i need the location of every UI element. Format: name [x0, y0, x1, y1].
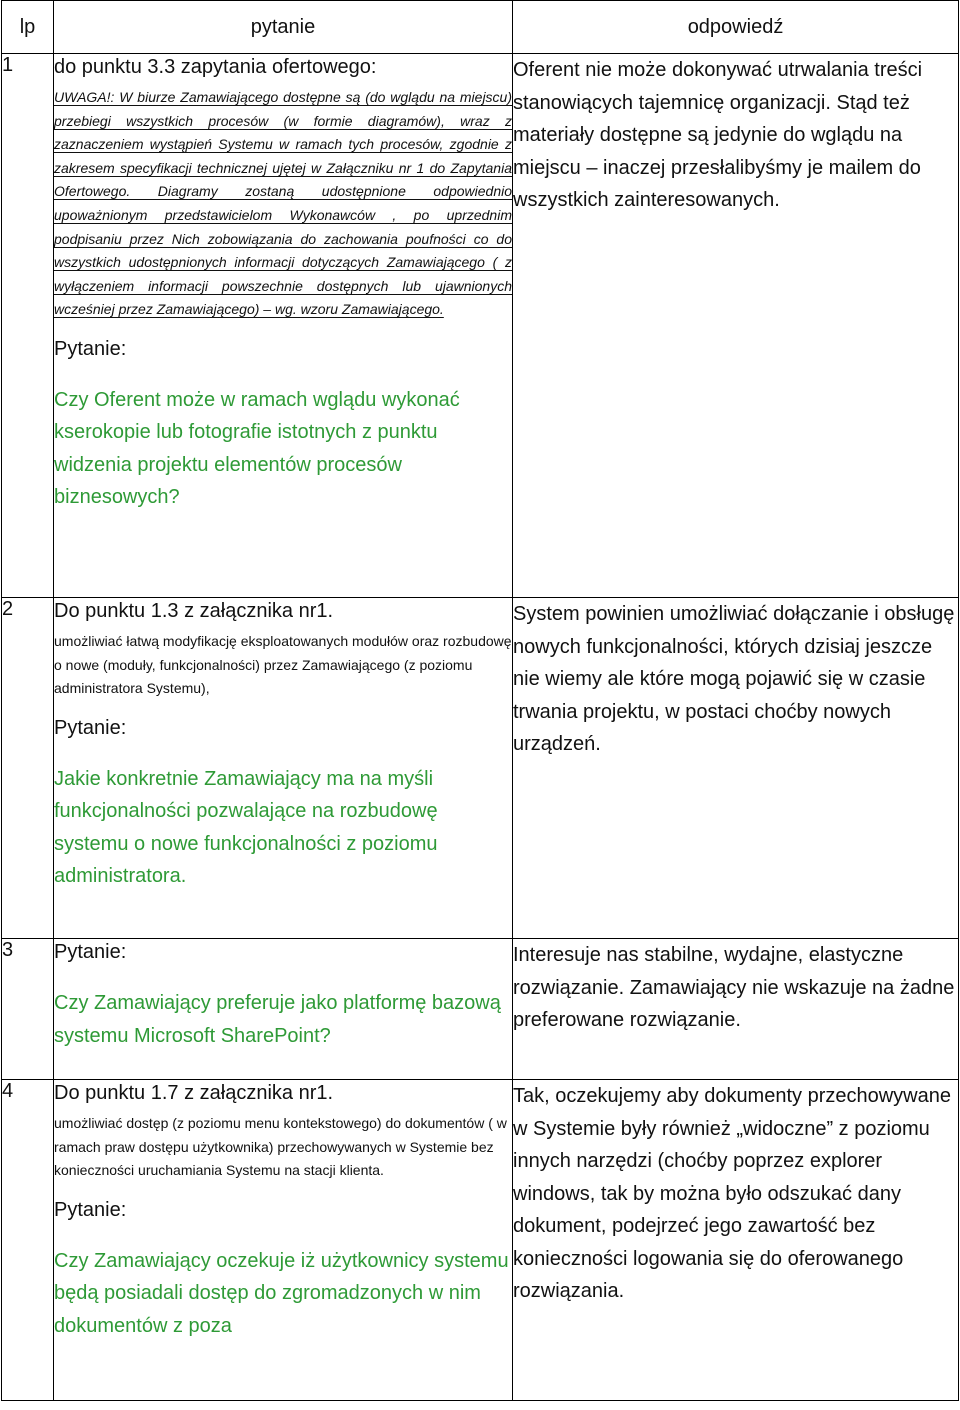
quoted-requirement: umożliwiać dostęp (z poziomu menu kontekstowego) do dokumentów ( w ramach praw dostępu użytkownika) przechowywanych w Systemie bez konieczności uruchamiania Systemu na stacji klienta. [54, 1115, 507, 1179]
answer-text: Tak, oczekujemy aby dokumenty przechowywane w Systemie były również „widoczne” z poziomu innych narzędzi (choćby poprzez explorer windows, tak by można było odszukać dany dokument, podejrzeć jego zawartość bez konieczności logowania się do oferowanego rozwiązania. [513, 1085, 951, 1302]
question-cell [54, 1080, 513, 1401]
pytanie-label: Pytanie: [54, 941, 127, 963]
answer-cell [513, 54, 959, 598]
row-number: 2 [2, 598, 54, 939]
row-number: 1 [2, 54, 54, 598]
question-text: Czy Oferent może w ramach wglądu wykonać kserokopie lub fotografie istotnych z punktu widzenia projektu elementów procesów biznesowych? [54, 388, 460, 509]
table-row [2, 54, 959, 598]
answer-cell [513, 939, 959, 1080]
question-cell [54, 54, 513, 598]
quoted-requirement: umożliwiać łatwą modyfikację eksploatowanych modułów oraz rozbudowę o nowe (moduły, funkcjonalności) przez Zamawiającego (z poziomu administratora Systemu), [54, 633, 512, 697]
row-number: 3 [2, 939, 54, 1080]
header-answer: odpowiedź [513, 1, 959, 54]
qa-table [1, 0, 959, 1401]
answer-cell [513, 598, 959, 939]
pytanie-label: Pytanie: [54, 716, 127, 739]
question-text: Czy Zamawiający preferuje jako platformę bazową systemu Microsoft SharePoint? [54, 992, 501, 1047]
question-cell [54, 939, 513, 1080]
answer-cell [513, 1080, 959, 1401]
row-number: 4 [2, 1080, 54, 1401]
header-lp: lp [2, 1, 54, 54]
quoted-requirement: UWAGA!: W biurze Zamawiającego dostępne są (do wglądu na miejscu) przebiegi wszystkich procesów (w formie diagramów), wraz z zaznaczeniem wystąpień Systemu w ramach tych procesów, zgodnie z zakresem specyfikacji technicznej ujętej w Załączniku nr 1 do Zapytania Ofertowego. Diagramy zostaną udostępnione odpowiednio upoważnionym przedstawicielom Wykonawców , po uprzednim podpisaniu przez Nich zobowiązania do zachowania poufności co do wszystkich udostępnionych informacji dotyczących Zamawiającego ( z wyłączeniem informacji powszechnie dostępnych lub ujawnionych wcześniej przez Zamawiającego) – wg. wzoru Zamawiającego. [54, 89, 512, 318]
question-cell [54, 598, 513, 939]
question-text: Jakie konkretnie Zamawiający ma na myśli funkcjonalności pozwalające na rozbudowę systemu o nowe funkcjonalności z poziomu administratora. [54, 767, 438, 888]
table-row [2, 939, 959, 1080]
pytanie-label: Pytanie: [54, 1198, 127, 1221]
answer-text: System powinien umożliwiać dołączanie i obsługę nowych funkcjonalności, których dzisiaj jeszcze nie wiemy ale które mogą pojawić się w czasie trwania projektu, w postaci choćby nowych urządzeń. [513, 603, 955, 755]
answer-text: Interesuje nas stabilne, wydajne, elastyczne rozwiązanie. Zamawiający nie wskazuje na żadne preferowane rozwiązanie. [513, 944, 955, 1031]
question-heading: Do punktu 1.3 z załącznika nr1. [54, 600, 334, 622]
question-heading: Do punktu 1.7 z załącznika nr1. [54, 1082, 334, 1104]
header-question: pytanie [54, 1, 513, 54]
answer-text: Oferent nie może dokonywać utrwalania treści stanowiących tajemnicę organizacji. Stąd też materiały dostępne są jedynie do wglądu na miejscu – inaczej przesłalibyśmy je mailem do wszystkich zainteresowanych. [513, 59, 923, 211]
pytanie-label: Pytanie: [54, 337, 127, 360]
table-row [2, 598, 959, 939]
question-heading: do punktu 3.3 zapytania ofertowego: [54, 56, 377, 78]
table-row [2, 1080, 959, 1401]
table-header-row [2, 1, 959, 54]
question-text: Czy Zamawiający oczekuje iż użytkownicy systemu będą posiadali dostęp do zgromadzonych w nim dokumentów z poza [54, 1249, 509, 1337]
